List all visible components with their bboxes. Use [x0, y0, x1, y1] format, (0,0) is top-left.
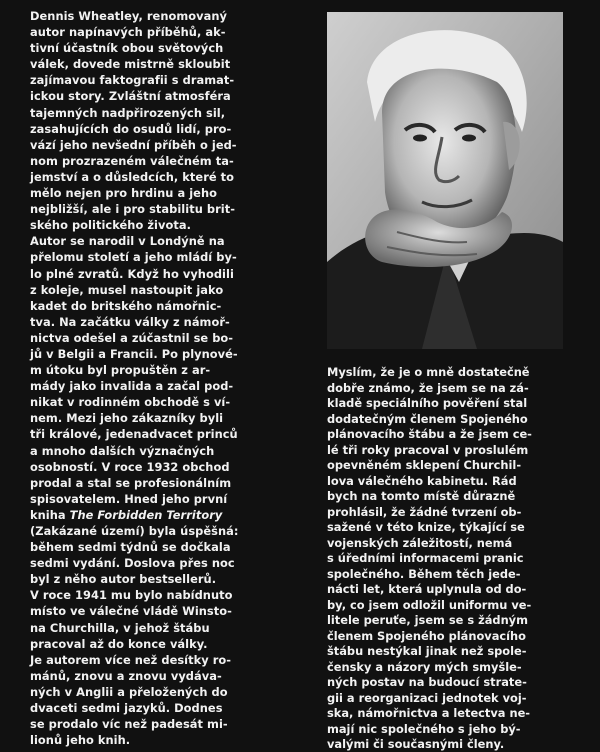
statement-line: členem Spojeného plánovacího	[327, 628, 526, 643]
biography-line: mády jako invalida a začal pod-	[30, 379, 234, 394]
biography-line: Je autorem více než desítky ro-	[30, 652, 232, 667]
statement-line: štábu nestýkal jinak než spole-	[327, 644, 527, 658]
biography-line: tivní účastník obou světových	[30, 41, 224, 56]
biography-line: tajemných nadpřirozených sil,	[30, 105, 226, 120]
statement-line: by, co jsem odložil uniformu ve-	[327, 597, 532, 612]
biography-line: osobností. V roce 1932 obchod	[30, 459, 230, 474]
statement-line: vojenských záležitostí, nemá	[327, 535, 513, 550]
biography-line: prodal a stal se profesionálním	[30, 475, 232, 490]
statement-line: čensky a názory mých smyšle-	[327, 659, 522, 674]
statement-line: lova válečného kabinetu. Rád	[327, 473, 517, 488]
biography-line: vází jeho nevšední příběh o jed-	[30, 137, 237, 152]
author-portrait-image	[327, 12, 563, 349]
biography-line: na Churchilla, v jehož štábu	[30, 620, 210, 635]
statement-line: gii a reorganizaci jednotek voj-	[327, 690, 527, 705]
biography-line: nikat v rodinném obchodě s ví-	[30, 395, 231, 410]
statement-line: valými či současnými členy.	[327, 737, 505, 751]
biography-line: dvaceti sedmi jazyků. Dodnes	[30, 701, 223, 716]
statement-line: Myslím, že je o mně dostatečně	[327, 365, 530, 379]
statement-line: ska, námořnictva a letectva ne-	[327, 706, 531, 720]
biography-line: autor napínavých příběhů, ak-	[30, 25, 226, 40]
biography-line: se prodalo víc než padesát mi-	[30, 717, 228, 732]
biography-line: lo plné zvratů. Když ho vyhodili	[30, 266, 234, 281]
statement-line: nácti let, která uplynula od do-	[327, 582, 527, 596]
biography-line: V roce 1941 mu bylo nabídnuto	[30, 588, 233, 603]
statement-line: litele peruťe, jsem se s žádným	[327, 613, 528, 627]
statement-line: kladě speciálního pověření stal	[327, 396, 528, 410]
biography-line: kniha The Forbidden Territory	[30, 507, 223, 522]
author-biography	[30, 8, 280, 748]
biography-text	[30, 8, 280, 748]
biography-line: tři králové, jedenadvacet princů	[30, 427, 238, 442]
statement-line: bych na tomto místě důrazně	[327, 489, 516, 503]
statement-line: s úředními informacemi pranic	[327, 551, 524, 565]
biography-line: nictva odešel a zúčastnil se bo-	[30, 330, 234, 345]
statement-line: opevněném sklepení Churchil-	[327, 458, 522, 472]
biography-line: ickou story. Zvláštní atmosféra	[30, 89, 231, 104]
statement-line: lé tři roky pracoval v proslulém	[327, 442, 529, 457]
statement-line: prohlásil, že žádné tvrzení ob-	[327, 504, 522, 519]
biography-line: nom prozrazeném válečném ta-	[30, 153, 234, 168]
biography-line: místo ve válečné vládě Winsto-	[30, 604, 232, 619]
statement-text	[327, 365, 574, 752]
biography-line: zajímavou faktografii s dramat-	[30, 73, 235, 88]
statement-line: ných postav na budoucí strate-	[327, 675, 527, 689]
biography-line: pracoval až do konce války.	[30, 636, 208, 651]
biography-line: jemství a o důsledcích, které to	[30, 169, 235, 184]
biography-line: zasahujících do osudů lidí, pro-	[30, 121, 232, 136]
statement-line: sažené v této knize, týkající se	[327, 520, 525, 534]
biography-line: válek, dovede mistrně skloubit	[30, 57, 231, 72]
biography-line: a mnoho dalších význačných	[30, 443, 215, 458]
biography-line: Dennis Wheatley, renomovaný	[30, 9, 228, 23]
biography-line: z koleje, musel nastoupit jako	[30, 282, 224, 297]
biography-line: přelomu století a jeho mládí by-	[30, 250, 237, 265]
biography-line: během sedmi týdnů se dočkala	[30, 540, 231, 555]
biography-line: mělo nejen pro hrdinu a jeho	[30, 186, 217, 201]
statement-line: plánovacího štábu a že jsem ce-	[327, 427, 532, 441]
biography-line: kadet do britského námořnic-	[30, 298, 222, 313]
statement-line: společného. Během těch jede-	[327, 566, 521, 581]
biography-line: ných v Anglii a přeložených do	[30, 684, 228, 699]
biography-line: m útoku byl propuštěn z ar-	[30, 363, 211, 378]
statement-line: mají nic společného s jeho bý-	[327, 721, 521, 736]
biography-line: Autor se narodil v Londýně na	[30, 234, 225, 249]
biography-line: lionů jeho knih.	[30, 733, 131, 748]
biography-line: byl z něho autor bestsellerů.	[30, 572, 217, 587]
biography-line: nejbližší, ale i pro stabilitu brit-	[30, 202, 235, 217]
biography-line: tva. Na začátku války z námoř-	[30, 314, 230, 329]
biography-line: mánů, znovu a znovu vydáva-	[30, 668, 222, 683]
statement-line: dodatečným členem Spojeného	[327, 411, 528, 426]
biography-line: sedmi vydání. Doslova přes noc	[30, 556, 235, 571]
author-statement	[327, 365, 574, 752]
biography-line: jů v Belgii a Francii. Po plynové-	[30, 346, 238, 361]
biography-line: spisovatelem. Hned jeho první	[30, 491, 228, 506]
biography-line: ského politického života.	[30, 218, 191, 233]
biography-line: (Zakázané území) byla úspěšná:	[30, 524, 239, 538]
statement-line: dobře známo, že jsem se na zá-	[327, 380, 529, 395]
author-portrait	[327, 12, 563, 349]
biography-line: nem. Mezi jeho zákazníky byli	[30, 411, 224, 426]
